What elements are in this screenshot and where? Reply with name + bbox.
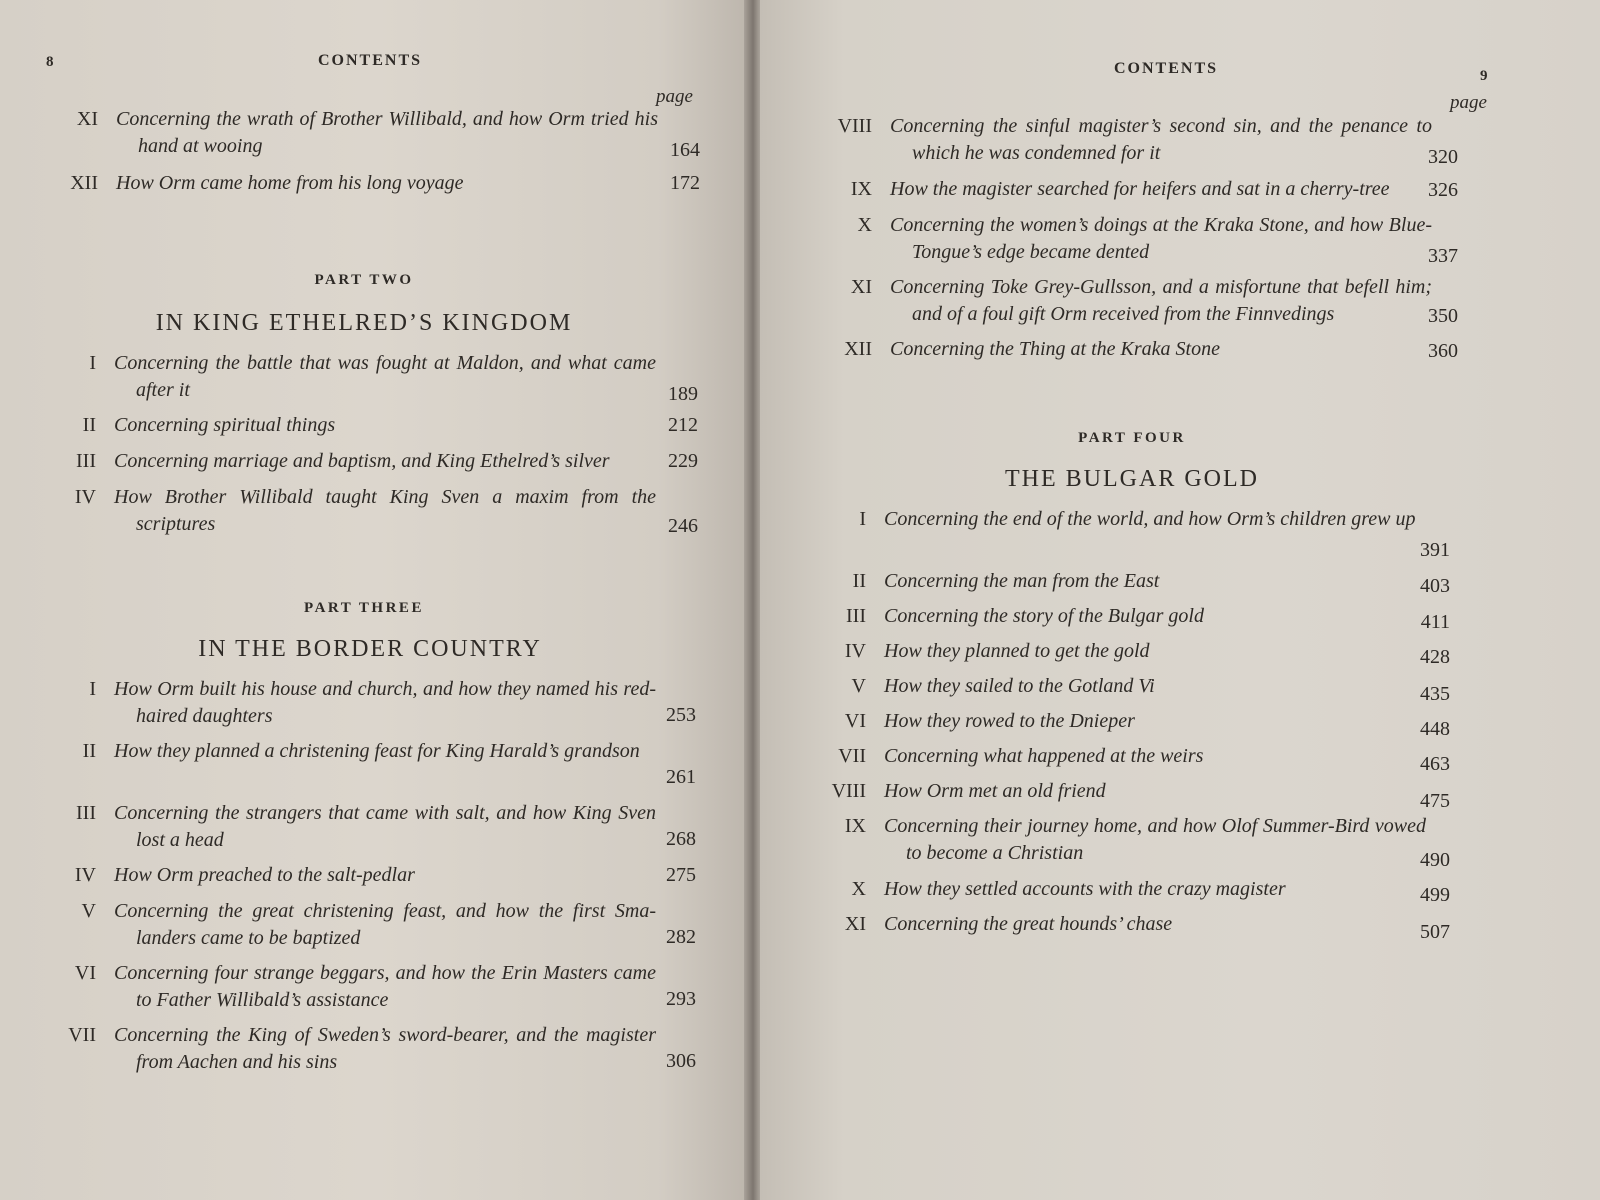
chapter-number: II (82, 740, 96, 762)
part-title: IN KING ETHELRED’S KINGDOM (155, 310, 573, 336)
chapter-title: Concerning the end of the world, and how Orm’s children grew up (884, 508, 1416, 530)
chapter-number: IV (74, 864, 96, 886)
chapter-number: XI (76, 108, 98, 130)
chapter-page: 164 (670, 139, 700, 161)
chapter-title: How Orm met an old friend (884, 780, 1106, 802)
page-number: 9 (1480, 68, 1488, 84)
chapter-title: Concerning spiritual things (114, 414, 336, 436)
chapter-page: 337 (1428, 245, 1458, 267)
chapter-page: 463 (1420, 753, 1450, 775)
part-label: PART FOUR (1078, 430, 1186, 446)
chapter-number: II (82, 414, 96, 436)
chapter-page: 320 (1428, 146, 1458, 168)
chapter-number: XI (844, 913, 866, 935)
chapter-title: Concerning marriage and baptism, and King Ethelred’s silver (114, 450, 610, 472)
chapter-page: 435 (1420, 683, 1450, 705)
chapter-title: How Orm came home from his long voyage (116, 172, 464, 194)
chapter-page: 448 (1420, 718, 1450, 740)
chapter-title: How they settled accounts with the crazy magister (884, 878, 1286, 900)
chapter-title: Concerning Toke Grey-Gullsson, and a misfortune that befell him; and of a foul gift Orm received from the Finnvedings (890, 276, 1432, 325)
chapter-number: VI (74, 962, 96, 984)
chapter-title: How they planned a christening feast for King Harald’s grandson (114, 740, 640, 762)
chapter-title: Concerning the Thing at the Kraka Stone (890, 338, 1220, 360)
chapter-title: Concerning their journey home, and how Olof Summer-Bird vowed to become a Christian (884, 815, 1426, 864)
chapter-title: Concerning the story of the Bulgar gold (884, 605, 1204, 627)
chapter-page: 403 (1420, 575, 1450, 597)
chapter-page: 507 (1420, 921, 1450, 943)
chapter-page: 411 (1420, 611, 1450, 633)
chapter-title: Concerning the wrath of Brother Willibald, and how Orm tried his hand at wooing (116, 108, 658, 157)
chapter-page: 306 (666, 1050, 696, 1072)
chapter-page: 428 (1420, 646, 1450, 668)
chapter-number: V (81, 900, 96, 922)
chapter-page: 350 (1428, 305, 1458, 327)
chapter-page: 282 (666, 926, 696, 948)
chapter-number: I (89, 678, 96, 700)
chapter-number: I (859, 508, 866, 530)
chapter-page: 360 (1428, 340, 1458, 362)
chapter-title: Concerning the strangers that came with salt, and how King Sven lost a head (114, 802, 656, 851)
chapter-page: 253 (666, 704, 696, 726)
part-title: THE BULGAR GOLD (1005, 466, 1259, 492)
chapter-title: Concerning the great christening feast, and how the first Sma-landers came to be baptized (114, 900, 656, 949)
chapter-number: IV (844, 640, 866, 662)
chapter-number: VIII (837, 115, 872, 137)
chapter-number: IX (844, 815, 866, 837)
chapter-number: VIII (831, 780, 866, 802)
chapter-number: I (89, 352, 96, 374)
chapter-number: VII (68, 1024, 96, 1046)
chapter-page: 326 (1428, 179, 1458, 201)
page-number: 8 (46, 54, 54, 70)
chapter-title: How Orm built his house and church, and how they named his red-haired daughters (114, 678, 656, 727)
chapter-number: VII (838, 745, 866, 767)
chapter-number: X (851, 878, 866, 900)
chapter-number: V (851, 675, 866, 697)
chapter-number: III (76, 450, 96, 472)
chapter-page: 391 (1420, 539, 1450, 561)
chapter-number: X (857, 214, 872, 236)
chapter-page: 261 (666, 766, 696, 788)
chapter-page: 268 (666, 828, 696, 850)
chapter-title: Concerning the King of Sweden’s sword-bearer, and the magister from Aachen and his sins (114, 1024, 656, 1073)
chapter-number: III (76, 802, 96, 824)
page-column-label: page (656, 86, 693, 107)
chapter-title: Concerning the battle that was fought at Maldon, and what came after it (114, 352, 656, 401)
chapter-page: 293 (666, 988, 696, 1010)
chapter-title: How they planned to get the gold (884, 640, 1150, 662)
chapter-title: Concerning four strange beggars, and how the Erin Masters came to Father Willibald’s assistance (114, 962, 656, 1011)
chapter-title: How the magister searched for heifers and sat in a cherry-tree (890, 178, 1390, 200)
part-label: PART TWO (314, 272, 414, 288)
chapter-page: 212 (668, 414, 698, 436)
chapter-number: IV (74, 486, 96, 508)
chapter-title: Concerning what happened at the weirs (884, 745, 1204, 767)
chapter-page: 172 (670, 172, 700, 194)
right-page (760, 0, 1600, 1200)
chapter-page: 189 (668, 383, 698, 405)
part-title: IN THE BORDER COUNTRY (198, 636, 542, 662)
chapter-title: How they sailed to the Gotland Vi (884, 675, 1155, 697)
running-head: CONTENTS (317, 52, 423, 69)
chapter-title: Concerning the sinful magister’s second sin, and the penance to which he was condemned for it (890, 115, 1432, 164)
chapter-page: 275 (666, 864, 696, 886)
chapter-number: XII (70, 172, 98, 194)
chapter-number: IX (850, 178, 872, 200)
chapter-title: How they rowed to the Dnieper (884, 710, 1135, 732)
chapter-page: 475 (1420, 790, 1450, 812)
chapter-page: 499 (1420, 884, 1450, 906)
page-column-label: page (1450, 92, 1487, 113)
chapter-page: 246 (668, 515, 698, 537)
chapter-page: 490 (1420, 849, 1450, 871)
chapter-title: Concerning the women’s doings at the Kraka Stone, and how Blue-Tongue’s edge became dented (890, 214, 1432, 263)
chapter-number: III (846, 605, 866, 627)
left-page (0, 0, 748, 1200)
chapter-title: Concerning the great hounds’ chase (884, 913, 1173, 935)
part-label: PART THREE (304, 600, 424, 616)
chapter-number: XI (850, 276, 872, 298)
chapter-page: 229 (668, 450, 698, 472)
chapter-title: Concerning the man from the East (884, 570, 1160, 592)
chapter-number: VI (844, 710, 866, 732)
chapter-title: How Brother Willibald taught King Sven a maxim from the scriptures (114, 486, 656, 535)
chapter-number: XII (844, 338, 872, 360)
running-head: CONTENTS (1113, 60, 1219, 77)
chapter-title: How Orm preached to the salt-pedlar (114, 864, 415, 886)
chapter-number: II (852, 570, 866, 592)
